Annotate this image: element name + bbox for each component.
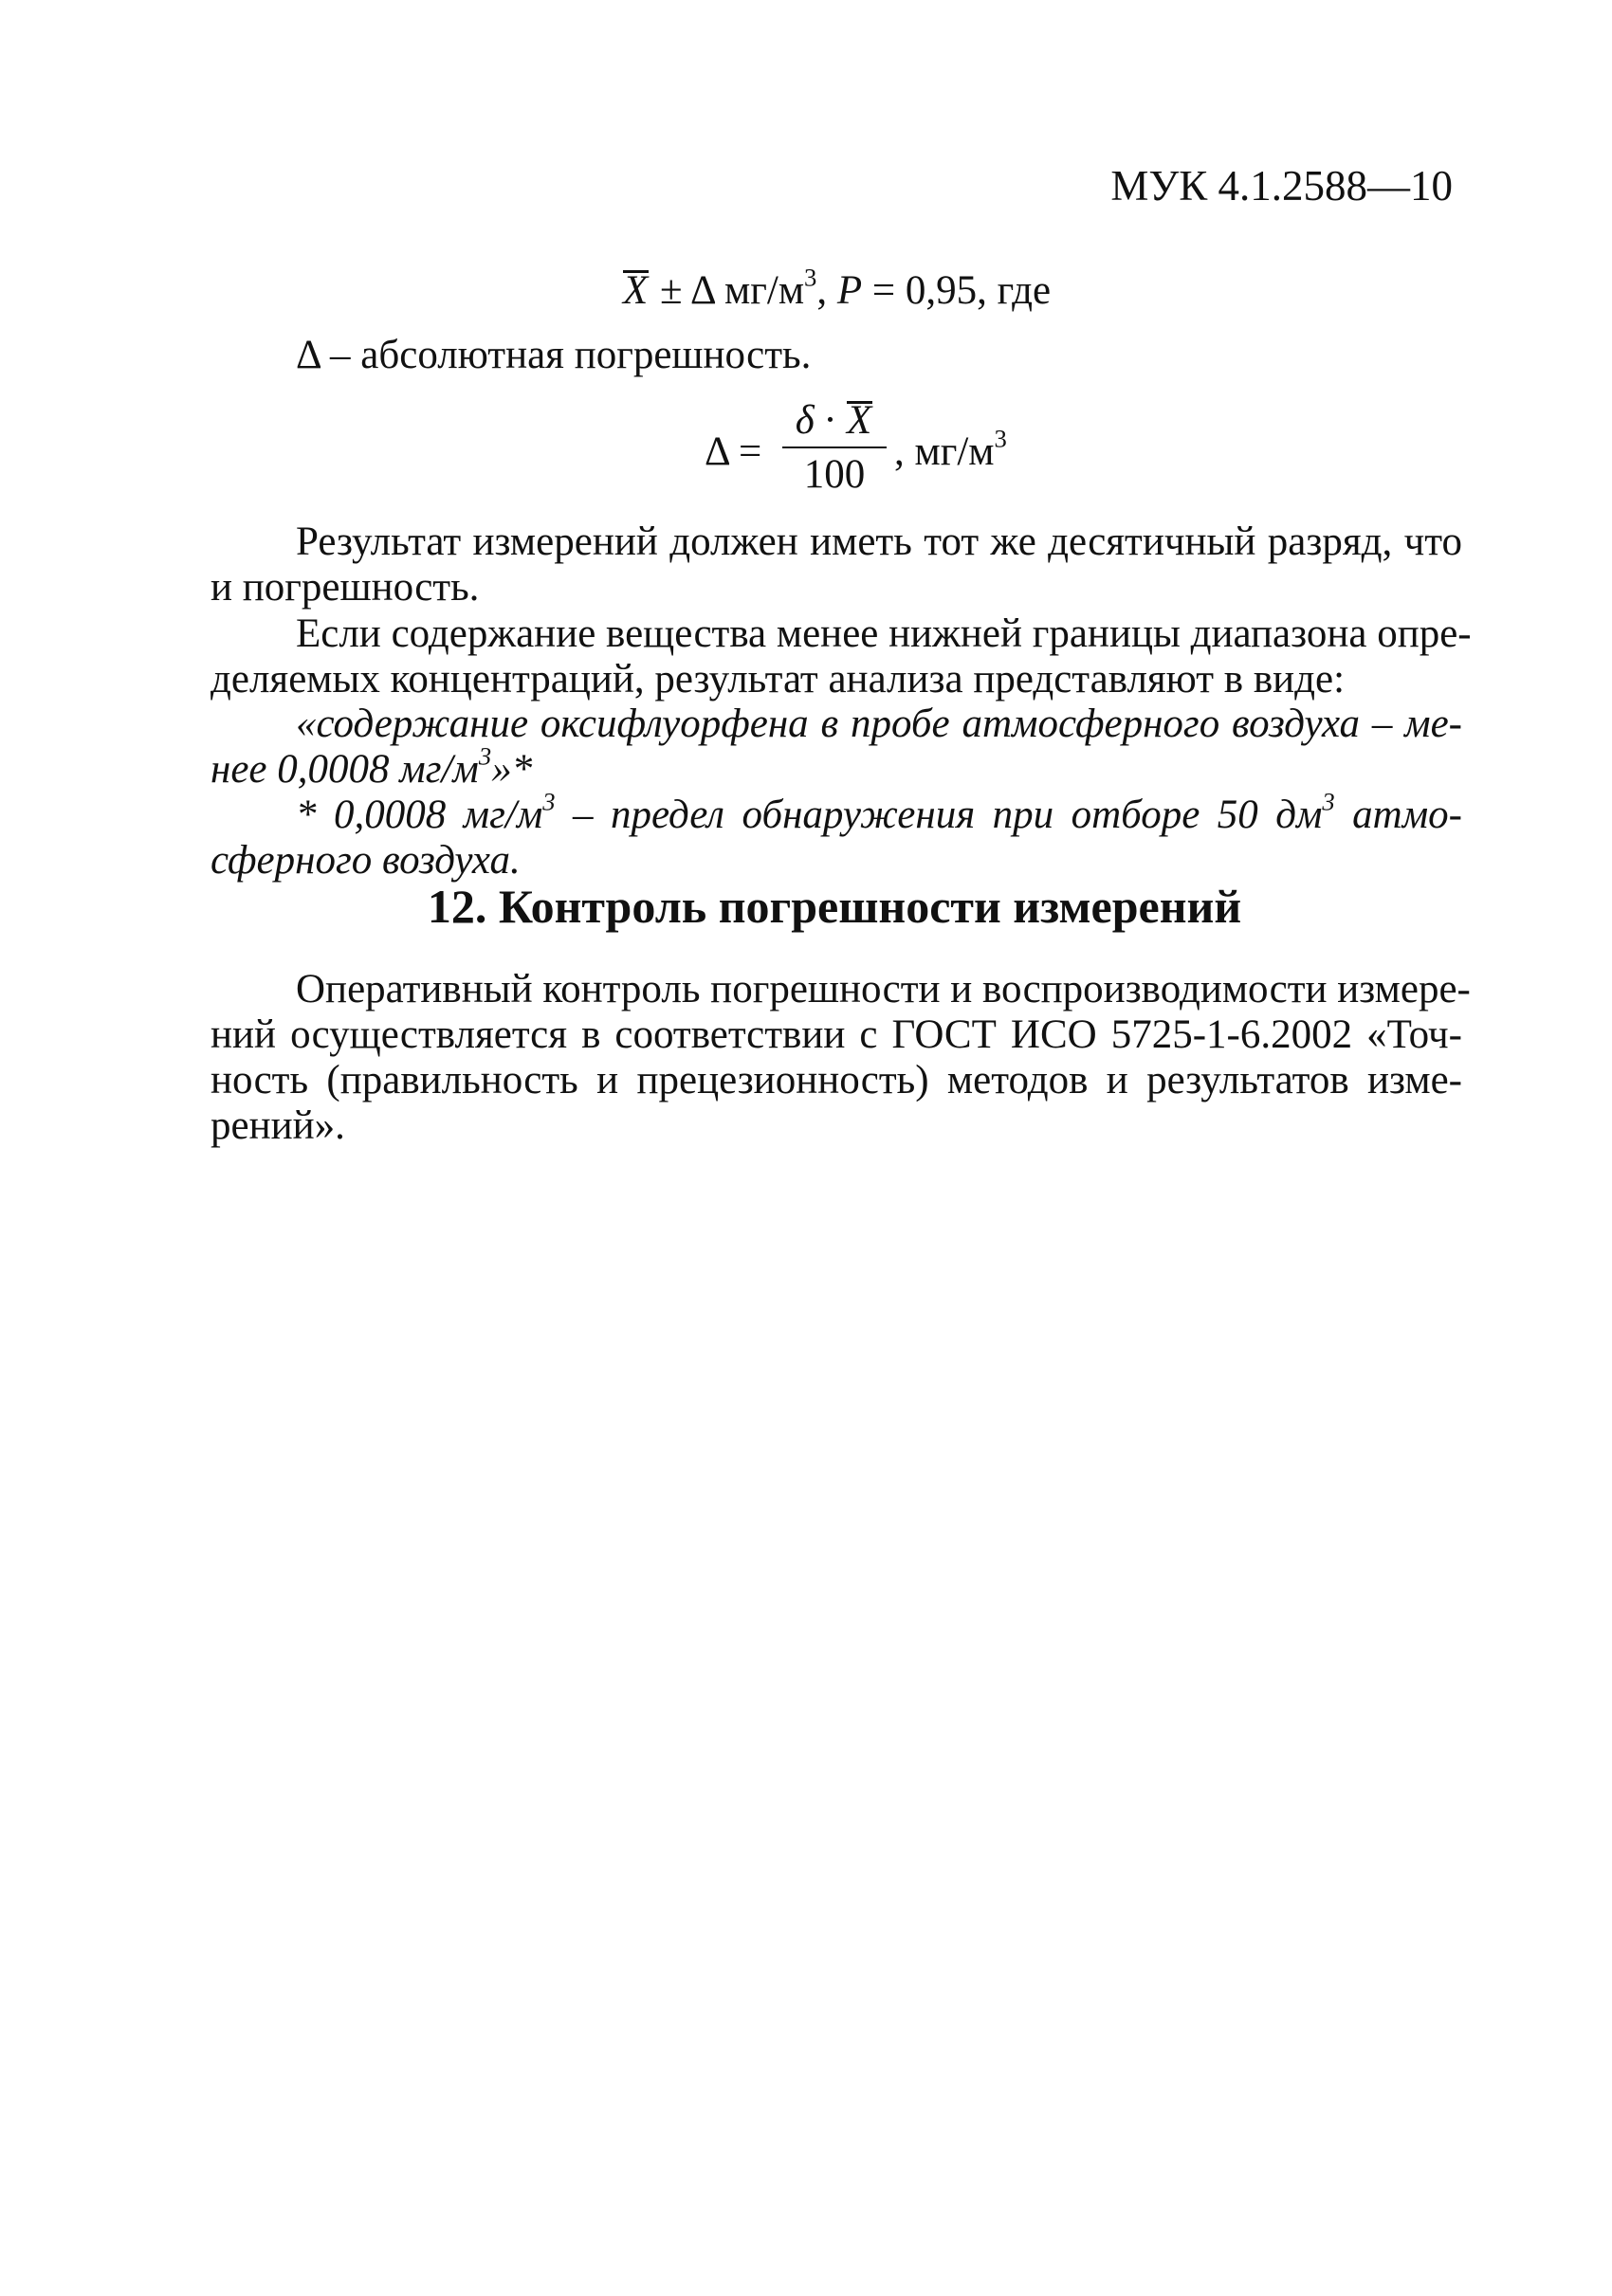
delta-fraction [782, 398, 887, 496]
paragraph-operational-control: Оперативный контроль погрешности и воспроизводимости измере- ний осуществляется в соответствии с ГОСТ ИСО 5725-1-6.2002 «Точ- ность (правильность и прецезионность) методов и результатов изме- рений». [211, 967, 1471, 1148]
paragraph-result-precision: Результат измерений должен иметь тот же десятичный разряд, что и погрешность. [211, 519, 1462, 610]
delta-formula-unit: , $мг/м^3$ [894, 424, 1007, 474]
footnote: * 0,0008 $мг/м^3$ – предел обнаружения при отборе 50 $дм^3$ атмо- сферного воздуха. [211, 787, 1462, 883]
result-formula: X ± Δ $мг/м^3$, P = 0,95, где [623, 263, 1052, 313]
fraction-denominator: 100 [803, 452, 866, 497]
section-heading: 12. Контроль погрешности измерений [427, 880, 1242, 933]
paragraph-below-range: Если содержание вещества менее нижней границы диапазона опре- деляемых концентраций, результат анализа представляют в виде: [211, 611, 1472, 702]
delta-formula-lhs: Δ = [705, 429, 762, 474]
fraction-numerator: δ · X [795, 398, 872, 443]
delta-definition: Δ – абсолютная погрешность. [296, 333, 812, 377]
result-quote: «содержание оксифлуорфена в пробе атмосферного воздуха – ме- нее 0,0008 $мг/м^3»*$ [211, 702, 1462, 792]
document-code: МУК 4.1.2588—10 [1110, 162, 1453, 210]
x-mean-symbol: X [623, 268, 649, 313]
